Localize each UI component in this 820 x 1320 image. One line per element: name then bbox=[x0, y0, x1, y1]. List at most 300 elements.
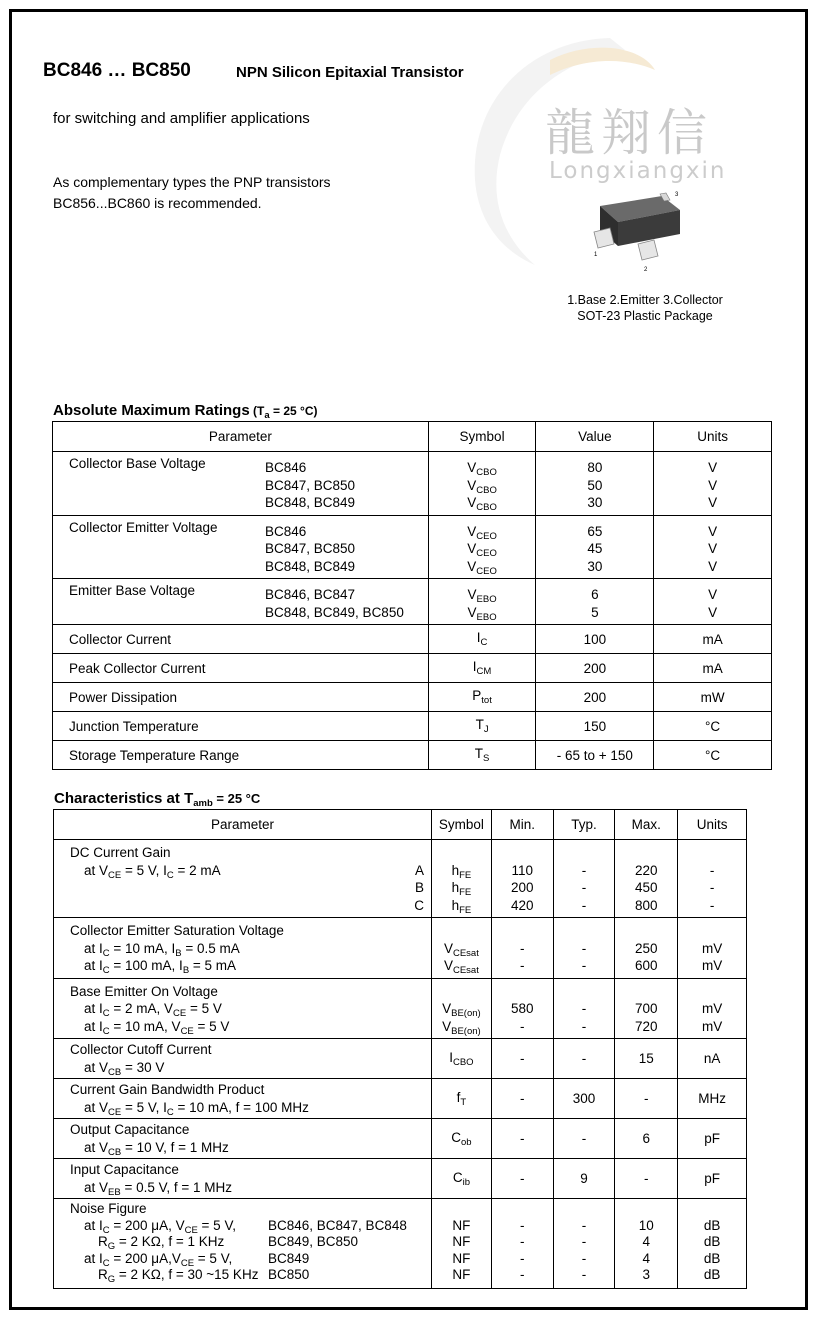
chars-min: - bbox=[519, 1018, 525, 1034]
cond-subscript: C bbox=[166, 1106, 174, 1118]
ratings-parameter-name: Junction Temperature bbox=[53, 712, 429, 741]
ratings-row bbox=[53, 515, 772, 579]
ratings-symbol bbox=[429, 558, 536, 576]
ratings-type: BC848, BC849, BC850 bbox=[265, 604, 404, 620]
cond-text: = 5 V, I bbox=[121, 1099, 167, 1115]
symbol-subscript: tot bbox=[481, 695, 492, 706]
chars-min: - bbox=[519, 1267, 525, 1282]
noise-types: BC849 bbox=[268, 1250, 310, 1266]
ratings-unit: V bbox=[708, 587, 718, 602]
ratings-param-wrap bbox=[53, 516, 428, 579]
chars-row-simple bbox=[54, 1159, 747, 1199]
dc-gain-group-letter: A bbox=[414, 862, 424, 878]
chars-symbol bbox=[432, 957, 491, 975]
symbol-subscript: CBO bbox=[452, 1056, 474, 1068]
ratings-value: 30 bbox=[587, 495, 603, 510]
cond-text: = 2 mA bbox=[173, 862, 221, 878]
ratings-header-symbol: Symbol bbox=[428, 422, 536, 452]
ratings-symbol-cell bbox=[428, 712, 536, 741]
symbol-subscript: CEsat bbox=[452, 965, 479, 976]
chars-condition bbox=[70, 1179, 431, 1197]
symbol-subscript: BE(on) bbox=[451, 1025, 481, 1037]
ratings-symbol-cell bbox=[428, 654, 536, 683]
ratings-type: BC846, BC847 bbox=[265, 587, 356, 602]
chars-symbol bbox=[432, 1000, 491, 1018]
ratings-symbol bbox=[429, 477, 536, 495]
cond-text: at I bbox=[84, 1018, 103, 1034]
chars-sym: NF bbox=[452, 1217, 471, 1233]
chars-unit: MHz bbox=[678, 1079, 747, 1119]
chars-max: 600 bbox=[635, 958, 658, 973]
symbol-letter: f bbox=[456, 1089, 461, 1105]
chars-parameter-cell bbox=[54, 1039, 432, 1079]
ratings-symbol-cell bbox=[428, 741, 536, 770]
chars-min: 200 bbox=[510, 880, 534, 895]
chars-min: 580 bbox=[510, 1001, 534, 1016]
chars-parameter-name: Collector Cutoff Current bbox=[70, 1042, 212, 1057]
chars-unit: pF bbox=[678, 1119, 747, 1159]
chars-max: 220 bbox=[635, 862, 658, 878]
ratings-value: 5 bbox=[591, 604, 599, 620]
ratings-type: BC846 bbox=[265, 460, 307, 475]
chars-typ: - bbox=[553, 1119, 615, 1159]
ratings-value: 50 bbox=[587, 477, 603, 493]
cond-subscript: B bbox=[182, 965, 190, 976]
ratings-value: 200 bbox=[536, 654, 654, 683]
cond-text: = 0.5 mA bbox=[181, 940, 240, 956]
ratings-row bbox=[53, 712, 772, 741]
chars-row-dc-gain bbox=[54, 840, 747, 918]
ratings-unit: mW bbox=[654, 683, 772, 712]
cond-subscript: C bbox=[102, 1257, 110, 1269]
symbol-letter: h bbox=[451, 897, 460, 913]
chars-typ: - bbox=[581, 1234, 587, 1249]
cond-text: = 5 V, bbox=[197, 1217, 236, 1233]
chars-units-cell bbox=[678, 978, 747, 1039]
pin2-label: 2 bbox=[644, 267, 648, 273]
chars-units: mV bbox=[701, 940, 723, 956]
cond-subscript: CE bbox=[180, 1257, 195, 1269]
ratings-unit: V bbox=[708, 460, 718, 475]
ratings-type: BC846 bbox=[265, 523, 307, 539]
cond-subscript: G bbox=[107, 1274, 116, 1285]
symbol-letter: C bbox=[451, 1129, 461, 1145]
symbol-subscript: CBO bbox=[476, 502, 497, 513]
symbol-letter: V bbox=[467, 541, 477, 556]
pin3-label: 3 bbox=[675, 192, 679, 198]
ratings-unit: V bbox=[708, 541, 718, 556]
chars-min: - bbox=[491, 1119, 553, 1159]
ratings-type: BC847, BC850 bbox=[265, 541, 356, 556]
cond-text: = 10 mA, I bbox=[109, 940, 176, 956]
chars-min-cell bbox=[491, 840, 553, 918]
chars-parameter-name: DC Current Gain bbox=[70, 845, 171, 860]
symbol-letter: I bbox=[476, 630, 481, 645]
chars-max: 250 bbox=[635, 940, 658, 956]
chars-units: mV bbox=[701, 1018, 723, 1034]
cond-subscript: C bbox=[102, 947, 110, 959]
symbol-letter: T bbox=[475, 717, 484, 732]
chars-symbol-cell bbox=[431, 978, 491, 1039]
cond-text: = 2 KΩ, f = 1 KHz bbox=[115, 1234, 225, 1249]
ratings-value: 6 bbox=[591, 587, 599, 602]
characteristics-table bbox=[53, 809, 747, 1289]
ratings-unit: V bbox=[708, 558, 718, 574]
chars-symbol-cell bbox=[431, 1039, 491, 1079]
symbol-subscript: EBO bbox=[476, 611, 497, 623]
chars-symbol bbox=[432, 879, 491, 897]
chars-sym-cell bbox=[431, 1199, 491, 1289]
ratings-value: 200 bbox=[536, 683, 654, 712]
chars-max: 3 bbox=[642, 1267, 651, 1282]
chars-header-typ: Typ. bbox=[553, 810, 615, 840]
chars-typ: - bbox=[581, 1018, 587, 1034]
ratings-parameter-name: Emitter Base Voltage bbox=[69, 583, 196, 598]
symbol-letter: V bbox=[467, 495, 477, 510]
symbol-subscript: BE(on) bbox=[451, 1008, 481, 1019]
symbol-letter: P bbox=[472, 688, 482, 703]
chars-symbol-cell bbox=[431, 840, 491, 918]
ratings-parameter-cell bbox=[53, 452, 429, 516]
ratings-parameter-name: Peak Collector Current bbox=[53, 654, 429, 683]
chars-parameter-name: Output Capacitance bbox=[70, 1122, 190, 1137]
ratings-unit: mA bbox=[654, 654, 772, 683]
chars-min: - bbox=[491, 1079, 553, 1119]
ratings-unit: °C bbox=[654, 712, 772, 741]
chars-parameter-name: Noise Figure bbox=[70, 1201, 147, 1216]
chars-units: dB bbox=[703, 1217, 721, 1233]
symbol-subscript: T bbox=[460, 1096, 467, 1108]
symbol-letter: V bbox=[467, 558, 477, 574]
symbol-letter: V bbox=[442, 1001, 452, 1016]
chars-symbol bbox=[432, 862, 491, 880]
chars-max: - bbox=[615, 1079, 678, 1119]
ratings-symbol-cell bbox=[428, 452, 536, 516]
ratings-value-cell bbox=[536, 515, 654, 579]
chars-typ: - bbox=[581, 1001, 587, 1016]
cond-subscript: G bbox=[107, 1241, 116, 1252]
sot23-package-icon bbox=[580, 188, 690, 278]
symbol-letter: C bbox=[452, 1169, 463, 1185]
dc-gain-cond-wrap bbox=[70, 862, 431, 915]
chars-header-parameter: Parameter bbox=[54, 810, 432, 840]
chars-header-max: Max. bbox=[615, 810, 678, 840]
chars-parameter-cell bbox=[54, 1119, 432, 1159]
ratings-parameter-cell bbox=[53, 515, 429, 579]
chars-typ: - bbox=[581, 862, 587, 878]
chars-max: 4 bbox=[642, 1250, 651, 1266]
symbol-letter: V bbox=[467, 587, 477, 602]
ratings-title: Absolute Maximum Ratings ($T_a = 25$ °C) bbox=[53, 402, 318, 421]
chars-units: mV bbox=[701, 1001, 723, 1016]
symbol-subscript: FE bbox=[459, 869, 472, 881]
ratings-row bbox=[53, 741, 772, 770]
ratings-unit-cell bbox=[654, 579, 772, 625]
chars-units: - bbox=[709, 897, 715, 913]
chars-symbol bbox=[432, 1018, 491, 1036]
ratings-parameter-cell bbox=[53, 579, 429, 625]
noise-types: BC846, BC847, BC848 bbox=[268, 1217, 407, 1233]
chars-min: 420 bbox=[510, 897, 534, 913]
ratings-table bbox=[52, 421, 772, 770]
chars-symbol-cell bbox=[431, 1119, 491, 1159]
ratings-parameter-name: Storage Temperature Range bbox=[53, 741, 429, 770]
chars-parameter-name: Input Capacitance bbox=[70, 1162, 179, 1177]
chars-condition bbox=[70, 1018, 431, 1036]
logo-latin-text: Longxiangxin bbox=[549, 158, 727, 184]
chars-typ: 9 bbox=[553, 1159, 615, 1199]
cond-subscript: CB bbox=[108, 1066, 122, 1078]
chars-max: - bbox=[615, 1159, 678, 1199]
ratings-row bbox=[53, 452, 772, 516]
chars-row-simple bbox=[54, 1039, 747, 1079]
chars-symbol-cell bbox=[431, 918, 491, 979]
symbol-letter: V bbox=[467, 604, 477, 620]
chars-typ: - bbox=[553, 1039, 615, 1079]
ratings-header-row bbox=[53, 422, 772, 452]
symbol-subscript: CEO bbox=[476, 548, 497, 559]
symbol-letter: I bbox=[449, 1049, 453, 1065]
cond-text: at V bbox=[84, 1099, 109, 1115]
chars-sym: NF bbox=[452, 1234, 471, 1249]
chars-max: 4 bbox=[642, 1234, 651, 1249]
chars-typ-cell bbox=[553, 918, 615, 979]
chars-min: - bbox=[519, 940, 525, 956]
cond-subscript: C bbox=[102, 1008, 110, 1019]
chars-typ-cell bbox=[553, 978, 615, 1039]
ratings-type: BC848, BC849 bbox=[265, 495, 356, 510]
cond-subscript: C bbox=[102, 1025, 110, 1037]
symbol-subscript: FE bbox=[459, 887, 472, 898]
symbol-subscript: J bbox=[483, 724, 489, 735]
chars-condition bbox=[70, 1139, 431, 1157]
cond-subscript: C bbox=[166, 869, 174, 881]
chars-symbol bbox=[432, 897, 491, 915]
ratings-param-wrap bbox=[53, 452, 428, 515]
chars-max: 720 bbox=[635, 1018, 658, 1034]
chars-max-cell bbox=[615, 840, 678, 918]
chars-units-cell bbox=[678, 918, 747, 979]
chars-max: 800 bbox=[635, 897, 658, 913]
chars-max-cell bbox=[615, 918, 678, 979]
ratings-parameter-name: Collector Emitter Voltage bbox=[69, 519, 218, 535]
ratings-symbol-cell bbox=[428, 625, 536, 654]
chars-units: dB bbox=[703, 1234, 721, 1249]
noise-condition bbox=[70, 1234, 268, 1251]
ratings-symbol bbox=[429, 586, 536, 604]
symbol-letter: T bbox=[474, 746, 484, 761]
cond-text: = 5 V bbox=[193, 1018, 230, 1034]
complement-text: As complementary types the PNP transistors BC856...BC860 is recommended. bbox=[53, 174, 331, 211]
ratings-row bbox=[53, 625, 772, 654]
logo-chinese-text: 龍翔信 bbox=[545, 104, 713, 162]
cond-text: = 5 V, bbox=[194, 1250, 233, 1266]
chars-parameter-cell bbox=[54, 918, 432, 979]
chars-unit: pF bbox=[678, 1159, 747, 1199]
cond-text: R bbox=[98, 1267, 108, 1282]
noise-condition bbox=[70, 1251, 268, 1268]
ratings-unit: V bbox=[708, 523, 718, 539]
dc-gain-group-letter: B bbox=[414, 880, 424, 895]
cond-text: = 2 KΩ, f = 30 ~15 KHz bbox=[115, 1267, 259, 1282]
chars-min: - bbox=[519, 958, 525, 973]
chars-typ: - bbox=[581, 880, 587, 895]
cond-text: = 10 V, f = 1 MHz bbox=[121, 1139, 229, 1155]
symbol-subscript: S bbox=[483, 753, 490, 764]
chars-parameter-name: Collector Emitter Saturation Voltage bbox=[70, 923, 284, 938]
ratings-value-cell bbox=[536, 452, 654, 516]
chars-max-cell bbox=[615, 978, 678, 1039]
chars-min-cell bbox=[491, 978, 553, 1039]
ratings-header-units: Units bbox=[654, 422, 772, 452]
ratings-symbol bbox=[429, 523, 536, 541]
cond-text: at I bbox=[84, 958, 103, 973]
chars-units: - bbox=[709, 862, 715, 878]
chars-header-units: Units bbox=[678, 810, 747, 840]
cond-text: = 2 mA, V bbox=[109, 1001, 174, 1016]
chars-typ: - bbox=[581, 897, 587, 913]
chars-symbol-cell bbox=[431, 1159, 491, 1199]
chars-header-symbol: Symbol bbox=[431, 810, 491, 840]
cond-text: = 5 V bbox=[186, 1001, 222, 1016]
symbol-letter: I bbox=[472, 659, 477, 674]
application-text: for switching and amplifier applications bbox=[53, 110, 310, 127]
cond-text: at V bbox=[84, 1139, 109, 1155]
cond-text: at I bbox=[84, 1001, 103, 1016]
ratings-symbol-cell bbox=[428, 579, 536, 625]
cond-text: = 5 mA bbox=[189, 958, 237, 973]
ratings-value: 65 bbox=[587, 523, 603, 539]
ratings-symbol-cell bbox=[428, 683, 536, 712]
symbol-subscript: C bbox=[480, 637, 488, 648]
ratings-value: 100 bbox=[536, 625, 654, 654]
cond-text: = 200 μA, V bbox=[109, 1217, 185, 1233]
ratings-type: BC847, BC850 bbox=[265, 477, 356, 493]
cond-text: at V bbox=[84, 1059, 109, 1075]
chars-condition bbox=[70, 1000, 431, 1018]
ratings-parameter-name: Collector Base Voltage bbox=[69, 456, 206, 471]
symbol-letter: V bbox=[443, 958, 453, 973]
chars-condition bbox=[70, 1059, 431, 1077]
chars-symbol-cell bbox=[431, 1079, 491, 1119]
noise-types: BC849, BC850 bbox=[268, 1234, 359, 1249]
symbol-subscript: CBO bbox=[476, 484, 497, 496]
noise-condition bbox=[70, 1218, 268, 1235]
chars-parameter-cell bbox=[54, 840, 432, 918]
symbol-letter: V bbox=[443, 940, 453, 956]
chars-units-cell bbox=[678, 1199, 747, 1289]
noise-line bbox=[70, 1267, 431, 1284]
symbol-letter: h bbox=[451, 880, 460, 895]
symbol-subscript: CEO bbox=[476, 565, 497, 577]
ratings-unit: mA bbox=[654, 625, 772, 654]
ratings-unit: V bbox=[708, 604, 718, 620]
ratings-type-list bbox=[265, 519, 355, 576]
cond-text: at I bbox=[84, 940, 103, 956]
cond-subscript: CE bbox=[108, 869, 122, 881]
chars-parameter-name: Base Emitter On Voltage bbox=[70, 983, 218, 999]
chars-max-cell bbox=[615, 1199, 678, 1289]
characteristics-title: Characteristics at $T_{amb} = 25$ °C bbox=[54, 790, 261, 809]
cond-text: at I bbox=[84, 1250, 103, 1266]
symbol-subscript: EBO bbox=[476, 594, 497, 605]
noise-line bbox=[70, 1234, 431, 1251]
package-caption: 1.Base 2.Emitter 3.Collector SOT-23 Plastic Package bbox=[567, 293, 723, 323]
chars-max: 700 bbox=[635, 1001, 658, 1016]
ratings-row bbox=[53, 579, 772, 625]
ratings-value: 80 bbox=[587, 460, 603, 475]
chars-min: - bbox=[491, 1159, 553, 1199]
symbol-letter: V bbox=[467, 477, 477, 493]
cond-text: = 200 μA,V bbox=[109, 1250, 181, 1266]
symbol-subscript: ob bbox=[460, 1136, 472, 1148]
chars-row-vcesat bbox=[54, 918, 747, 979]
part-subtitle: NPN Silicon Epitaxial Transistor bbox=[236, 64, 464, 81]
ratings-unit: V bbox=[708, 495, 718, 510]
chars-parameter-cell bbox=[54, 1079, 432, 1119]
cond-text: R bbox=[98, 1234, 108, 1249]
cond-text: = 10 mA, V bbox=[109, 1018, 181, 1034]
chars-sym: NF bbox=[452, 1267, 471, 1282]
ratings-row bbox=[53, 683, 772, 712]
chars-condition bbox=[70, 957, 431, 975]
chars-units: - bbox=[709, 880, 715, 895]
chars-sym: NF bbox=[452, 1250, 471, 1266]
ratings-unit: V bbox=[708, 477, 718, 493]
dc-gain-condition bbox=[70, 862, 402, 880]
chars-typ: - bbox=[581, 958, 587, 973]
symbol-subscript: CEsat bbox=[452, 947, 479, 959]
cond-subscript: CE bbox=[184, 1224, 198, 1236]
ratings-symbol bbox=[429, 459, 536, 477]
pin1-label: 1 bbox=[594, 252, 598, 258]
symbol-subscript: CBO bbox=[476, 467, 497, 478]
symbol-subscript: CEO bbox=[476, 530, 497, 542]
chars-units: dB bbox=[703, 1267, 721, 1282]
cond-text: at I bbox=[84, 1217, 103, 1233]
cond-subscript: CE bbox=[180, 1025, 194, 1037]
ratings-type-list bbox=[265, 455, 355, 512]
chars-row-noise bbox=[54, 1199, 747, 1289]
ratings-row bbox=[53, 654, 772, 683]
chars-unit: nA bbox=[678, 1039, 747, 1079]
ratings-header-parameter: Parameter bbox=[53, 422, 429, 452]
cond-subscript: CB bbox=[108, 1146, 122, 1158]
ratings-value: 150 bbox=[536, 712, 654, 741]
symbol-subscript: FE bbox=[459, 904, 472, 916]
ratings-value-cell bbox=[536, 579, 654, 625]
chars-parameter-cell bbox=[54, 1159, 432, 1199]
chars-typ: - bbox=[581, 1267, 587, 1282]
part-title: BC846 … BC850 bbox=[43, 60, 191, 81]
ratings-symbol bbox=[429, 540, 536, 558]
cond-subscript: CE bbox=[108, 1106, 122, 1118]
chars-units: dB bbox=[703, 1250, 721, 1266]
ratings-header-value: Value bbox=[536, 422, 654, 452]
chars-header-min: Min. bbox=[491, 810, 553, 840]
chars-min: - bbox=[519, 1250, 525, 1266]
chars-min-cell bbox=[491, 918, 553, 979]
cond-subscript: C bbox=[102, 1224, 110, 1236]
ratings-type-list bbox=[265, 582, 404, 621]
chars-units-cell bbox=[678, 840, 747, 918]
cond-subscript: C bbox=[102, 965, 110, 976]
cond-text: = 100 mA, I bbox=[109, 958, 183, 973]
chars-typ: - bbox=[581, 1217, 587, 1233]
chars-typ: - bbox=[581, 940, 587, 956]
ratings-unit-cell bbox=[654, 452, 772, 516]
ratings-unit: °C bbox=[654, 741, 772, 770]
